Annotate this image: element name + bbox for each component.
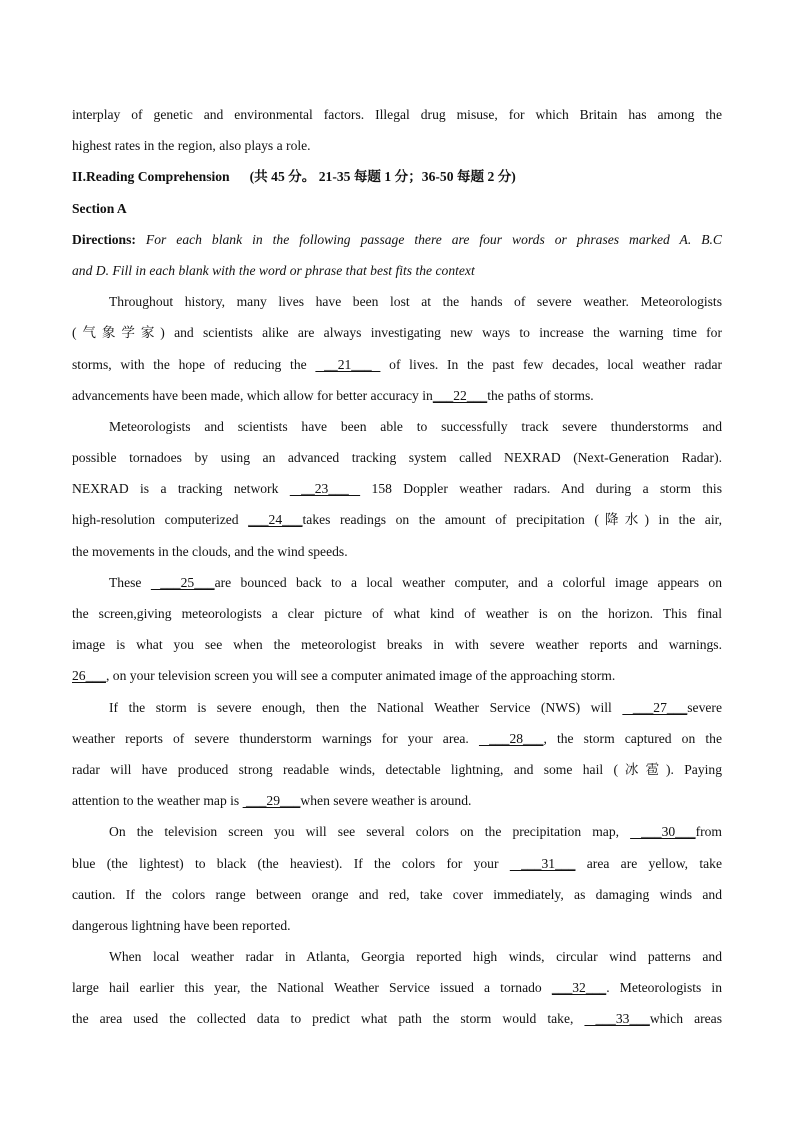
blank-22: ___22___ — [432, 387, 488, 403]
directions — [72, 224, 722, 255]
part-heading-score: (共 45 分。 21-35 每题 1 分；36-50 每题 2 分) — [249, 169, 516, 185]
paragraph-line: Throughout history, many lives have been lost at the hands of severe weather. Meteorologists — [109, 294, 722, 310]
text-run: high-resolution computerized — [72, 512, 249, 528]
text-run: 158 Doppler weather radars. And during a storm this — [360, 481, 722, 497]
text-run: of lives. In the past few decades, local weather radar — [380, 356, 723, 372]
paragraph-line: possible tornadoes by using an advanced tracking system called NEXRAD (Next-Generation Radar). — [72, 450, 722, 466]
paragraph-line — [72, 1003, 722, 1034]
blank-33: ___33___ — [584, 1011, 650, 1027]
text-run: weather reports of severe thunderstorm warnings for your area. — [72, 730, 479, 746]
paragraph-line: the screen,giving meteorologists a clear picture of what kind of weather is on the horizon. This final — [72, 606, 722, 621]
paragraph-line: the movements in the clouds, and the wind speeds. — [72, 543, 348, 559]
text-run: are bounced back to a local weather computer, and a colorful image appears on — [214, 574, 722, 590]
text-run: . Meteorologists in — [606, 980, 722, 996]
paragraph-line — [72, 723, 722, 754]
intro-line: highest rates in the region, also plays a role. — [72, 138, 311, 154]
blank-30: ___30___ — [630, 824, 696, 840]
text-run: which areas — [649, 1011, 722, 1027]
directions-label: Directions: — [72, 231, 136, 247]
text-run: the area used the collected data to predict what path the storm would take, — [72, 1011, 585, 1027]
paragraph-line — [72, 660, 722, 691]
blank-28: ___28___ — [478, 730, 544, 746]
blank-23: __23___ — [289, 481, 361, 497]
text-run: blue (the lightest) to black (the heaviest). If the colors for your — [72, 855, 510, 871]
blank-27: ___27___ — [622, 699, 688, 715]
paragraph-line: image is what you see when the meteorologist breaks in with severe weather reports and warnings. — [72, 637, 722, 653]
paragraph-line: radar will have produced strong readable winds, detectable lightning, and some hail (冰雹). Paying — [72, 761, 722, 777]
paragraph-line — [72, 692, 722, 723]
paragraph-line: When local weather radar in Atlanta, Georgia reported high winds, circular wind patterns and — [109, 949, 722, 965]
blank-21: __21___ — [315, 356, 381, 372]
section-title: Section A — [72, 200, 127, 216]
text-run: NEXRAD is a tracking network — [72, 481, 290, 497]
paragraph-line — [72, 349, 722, 380]
text-run: takes readings on the amount of precipitation (降水) in the air, — [302, 512, 723, 528]
text-run: advancements have been made, which allow for better accuracy in — [72, 387, 433, 403]
paragraph-line: Meteorologists and scientists have been able to successfully track severe thunderstorms and — [109, 418, 722, 434]
part-heading-title: II.Reading Comprehension — [72, 169, 230, 185]
paragraph-line — [72, 848, 722, 879]
blank-24: ___24___ — [248, 512, 303, 528]
paragraph-line: caution. If the colors range between orange and red, take cover immediately, as damaging winds and — [72, 886, 722, 902]
directions-text: For each blank in the following passage there are four words or phrases marked A. B.C — [145, 231, 722, 247]
paragraph-line — [72, 504, 722, 535]
blank-29: ___29___ — [242, 793, 301, 809]
intro-line: interplay of genetic and environmental factors. Illegal drug misuse, for which Britain has among the — [72, 107, 722, 122]
text-run: area are yellow, take — [575, 855, 722, 871]
paragraph-line — [72, 785, 722, 816]
paragraph-line — [72, 816, 722, 847]
text-run: severe — [687, 699, 722, 715]
paragraph-line — [72, 473, 722, 504]
paragraph-line: (气象学家) and scientists alike are always investigating new ways to increase the warning time for — [72, 325, 722, 341]
blank-32: ___32___ — [551, 980, 607, 996]
part-heading — [72, 161, 722, 192]
text-run: , on your television screen you will see a computer animated image of the approaching storm. — [105, 668, 616, 684]
paragraph-line — [72, 972, 722, 1003]
text-run: These — [109, 574, 151, 590]
text-run: the paths of storms. — [487, 387, 594, 403]
text-run: large hail earlier this year, the National Weather Service issued a tornado — [72, 980, 552, 996]
paragraph-line — [72, 567, 722, 598]
text-run: attention to the weather map is — [72, 793, 243, 809]
blank-26: 26___ — [72, 668, 106, 684]
document-page — [72, 99, 722, 1035]
text-run: from — [695, 824, 722, 840]
directions-text: and D. Fill in each blank with the word or phrase that best fits the context — [72, 262, 475, 278]
paragraph-line — [72, 380, 722, 411]
text-run: On the television screen you will see several colors on the precipitation map, — [109, 824, 631, 840]
text-run: If the storm is severe enough, then the National Weather Service (NWS) will — [109, 699, 623, 715]
text-run: when severe weather is around. — [300, 793, 472, 809]
text-run: , the storm captured on the — [543, 730, 722, 746]
blank-25: ___25___ — [150, 574, 215, 590]
text-run: storms, with the hope of reducing the — [72, 356, 316, 372]
blank-31: ___31___ — [509, 855, 576, 871]
paragraph-line: dangerous lightning have been reported. — [72, 917, 291, 933]
